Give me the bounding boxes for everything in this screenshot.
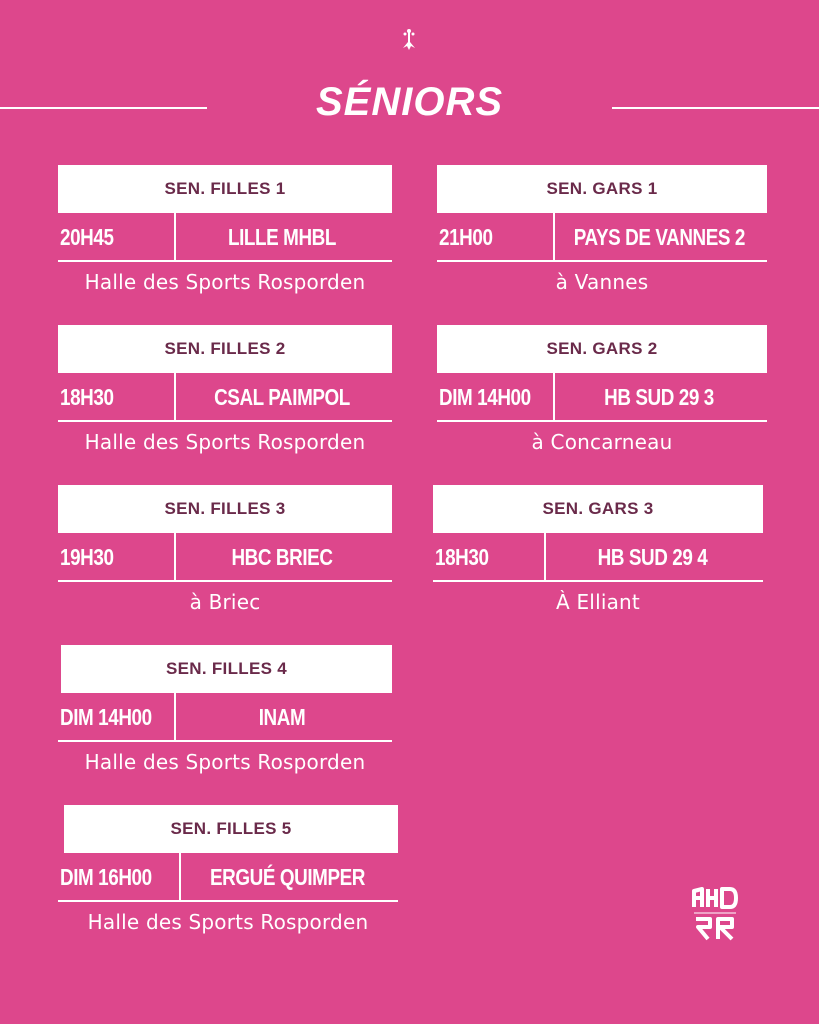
match-card <box>58 485 392 614</box>
match-time: 21H00 <box>439 224 493 250</box>
column-divider <box>179 853 181 900</box>
match-venue: à Concarneau <box>531 430 673 454</box>
match-time: 18H30 <box>435 544 489 570</box>
club-logo <box>690 885 740 943</box>
match-row <box>58 373 392 422</box>
column-divider <box>544 533 546 580</box>
team-header: SEN. FILLES 4 <box>61 645 392 693</box>
match-venue: Halle des Sports Rosporden <box>84 750 366 774</box>
match-card <box>437 325 767 454</box>
team-header: SEN. GARS 1 <box>437 165 767 213</box>
ermine-icon <box>399 28 419 50</box>
opponent-name: CSAL PAIMPOL <box>214 384 350 410</box>
team-header: SEN. GARS 2 <box>437 325 767 373</box>
match-time: DIM 14H00 <box>439 384 531 410</box>
column-divider <box>174 693 176 740</box>
team-header: SEN. FILLES 2 <box>58 325 392 373</box>
column-divider <box>174 373 176 420</box>
opponent-name: HBC BRIEC <box>231 544 333 570</box>
match-time: DIM 14H00 <box>60 704 152 730</box>
column-divider <box>174 533 176 580</box>
match-card <box>437 165 767 294</box>
opponent-name: LILLE MHBL <box>227 224 336 250</box>
page-title: SÉNIORS <box>315 80 504 124</box>
match-venue: Halle des Sports Rosporden <box>84 430 366 454</box>
team-header: SEN. FILLES 1 <box>58 165 392 213</box>
team-header: SEN. FILLES 3 <box>58 485 392 533</box>
match-venue: à Briec <box>189 590 261 614</box>
team-header: SEN. GARS 3 <box>433 485 763 533</box>
opponent-name: HB SUD 29 4 <box>597 544 708 570</box>
opponent-name: INAM <box>258 704 306 730</box>
match-venue: Halle des Sports Rosporden <box>87 910 369 934</box>
match-row <box>58 533 392 582</box>
opponent-name: HB SUD 29 3 <box>604 384 714 410</box>
match-row <box>58 213 392 262</box>
match-time: 20H45 <box>60 224 114 250</box>
team-header: SEN. FILLES 5 <box>64 805 398 853</box>
match-venue: Halle des Sports Rosporden <box>84 270 366 294</box>
opponent-name: PAYS DE VANNES 2 <box>573 224 745 250</box>
column-divider <box>174 213 176 260</box>
match-time: DIM 16H00 <box>60 864 152 890</box>
match-row <box>433 533 763 582</box>
match-row <box>58 693 392 742</box>
match-time: 18H30 <box>60 384 114 410</box>
match-venue: à Vannes <box>555 270 649 294</box>
match-card <box>58 805 398 934</box>
match-card <box>433 485 763 614</box>
match-time: 19H30 <box>60 544 114 570</box>
match-row <box>437 213 767 262</box>
column-divider <box>553 213 555 260</box>
column-divider <box>553 373 555 420</box>
match-card <box>58 165 392 294</box>
match-row <box>437 373 767 422</box>
match-card <box>58 325 392 454</box>
match-venue: À Elliant <box>556 590 640 614</box>
opponent-name: ERGUÉ QUIMPER <box>209 864 366 890</box>
match-row <box>58 853 398 902</box>
match-card <box>58 645 392 774</box>
